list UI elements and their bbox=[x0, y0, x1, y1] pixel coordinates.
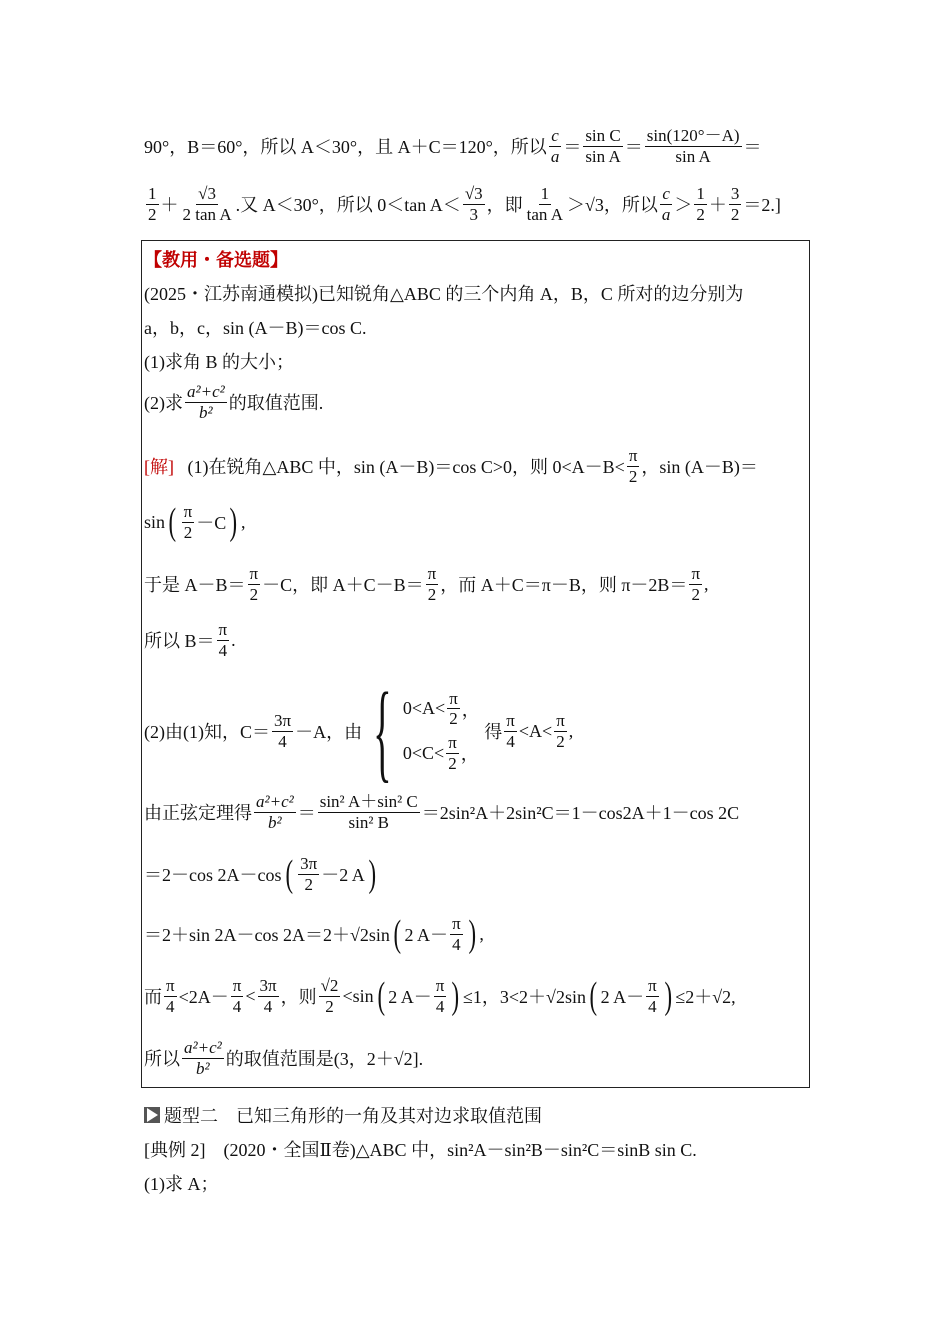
solution-tag: [解] bbox=[144, 457, 174, 478]
problem-stem: a，b，c，sin (A－B)＝cos C. bbox=[144, 318, 367, 338]
solution-line: (2)由(1)知，C＝ 3π 4 －A，由 { 0<A< π 2 ， 0<C< π 2 ， 得 π 4 <A< π 2 , bbox=[144, 670, 574, 792]
fraction: sin C sin A bbox=[585, 126, 621, 166]
play-triangle-icon bbox=[144, 1107, 160, 1123]
question-2: (2)求 a²+c² b² 的取值范围. bbox=[144, 382, 324, 422]
solution-line: 于是 A－B＝ π 2 －C，即 A＋C－B＝ π 2 ，而 A＋C＝π－B，则 π－2B＝ π 2 , bbox=[144, 564, 709, 604]
solution-line: sin ( π 2 －C ) , bbox=[144, 501, 246, 544]
text-line: 90°，B＝60°，所以 A＜30°，且 A＋C＝120°，所以 c a ＝ sin C sin A ＝ sin(120°－A) sin A ＝ bbox=[144, 126, 762, 166]
solution-line: 由正弦定理得 a²+c² b² ＝ sin² A＋sin² C sin² B ＝2sin²A＋2sin²C＝1－cos2A＋1－cos 2C bbox=[144, 792, 740, 832]
example-line: [典例 2] (2020・全国Ⅱ卷)△ABC 中，sin²A－sin²B－sin²C＝sinB sin C. bbox=[144, 1140, 697, 1160]
fraction: 3 2 bbox=[730, 184, 740, 224]
solution-line: 所以 B＝ π 4 . bbox=[144, 620, 236, 660]
solution-line: ＝2＋sin 2A－cos 2A＝2＋√2sin ( 2 A－ π 4 ) , bbox=[144, 913, 484, 956]
fraction: √3 2 tan A bbox=[182, 184, 232, 224]
box-title: 【教用・备选题】 bbox=[144, 250, 288, 270]
question-1: (1)求角 B 的大小； bbox=[144, 352, 294, 372]
solution-line: ＝2－cos 2A－cos ( 3π 2 －2 A ) bbox=[144, 853, 376, 896]
fraction: √3 3 bbox=[464, 184, 483, 224]
inequality-system: 0<A< π 2 ， 0<C< π 2 ， bbox=[402, 688, 480, 773]
fraction: 1 tan A bbox=[526, 184, 564, 224]
problem-stem: (2025・江苏南通模拟)已知锐角△ABC 的三个内角 A，B，C 所对的边分别为 bbox=[144, 284, 744, 304]
section-heading: 题型二 已知三角形的一角及其对边求取值范围 bbox=[144, 1102, 542, 1128]
fraction: sin(120°－A) sin A bbox=[646, 126, 740, 166]
solution-line: 而 π 4 <2A－ π 4 < 3π 4 ，则 √2 2 <sin ( 2 A－ π 4 ) ≤1，3<2＋√2sin ( 2 A－ π 4 ) ≤2＋√2, bbox=[144, 975, 736, 1018]
solution-line: 所以 a²+c² b² 的取值范围是(3，2＋√2]. bbox=[144, 1038, 424, 1078]
example-question: (1)求 A； bbox=[144, 1174, 219, 1194]
text-line: 1 2 ＋ √3 2 tan A .又 A＜30°，所以 0＜tan A＜ √3 3 ，即 1 tan A ＞√3，所以 c a ＞ 1 2 ＋ 3 2 ＝2.] bbox=[148, 184, 781, 224]
text: 90°，B＝60°，所以 A＜30°，且 A＋C＝120°，所以 bbox=[144, 137, 547, 158]
solution-line: [解] (1)在锐角△ABC 中，sin (A－B)＝cos C>0，则 0<A－B< π 2 ，sin (A－B)＝ bbox=[144, 446, 758, 486]
fraction: c a bbox=[661, 184, 671, 224]
fraction: 1 2 bbox=[696, 184, 705, 224]
fraction: c a bbox=[550, 126, 560, 166]
fraction: 1 2 bbox=[148, 184, 157, 224]
